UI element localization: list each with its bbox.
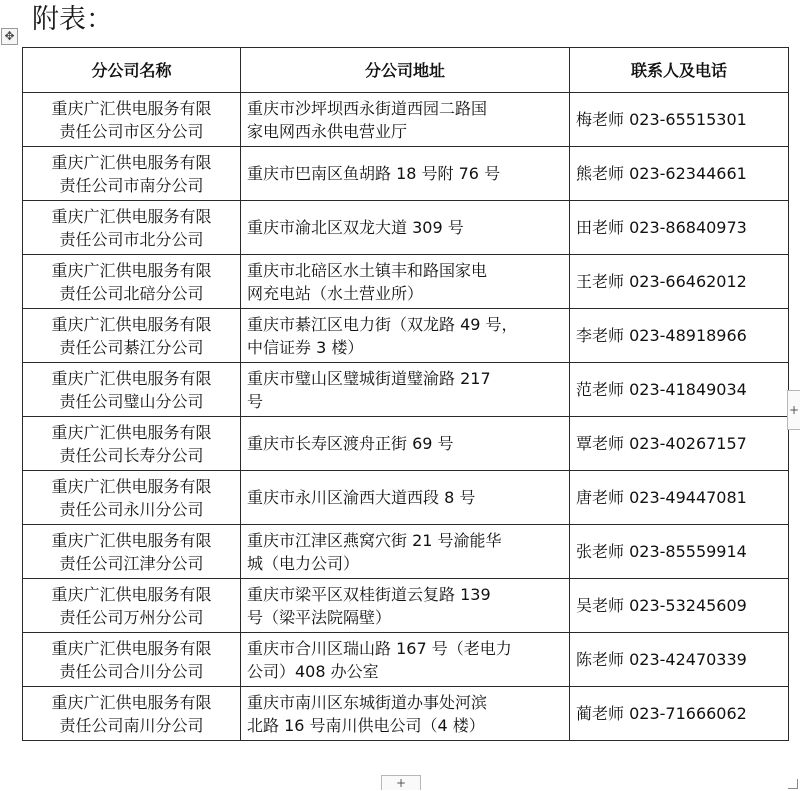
contact-phone-cell[interactable] — [570, 687, 789, 741]
branch-name-line: 责任公司长寿分公司 — [59, 445, 204, 465]
branch-address-cell[interactable] — [241, 471, 570, 525]
branch-name-cell[interactable] — [23, 201, 241, 255]
branch-address-cell[interactable] — [241, 687, 570, 741]
branch-name-line: 重庆广汇供电服务有限 — [51, 422, 212, 442]
contact-phone-text: 吴老师 023-53245609 — [576, 596, 747, 615]
table-row — [23, 579, 789, 633]
branch-name-cell[interactable] — [23, 255, 241, 309]
branch-name-line: 责任公司万州分公司 — [59, 607, 204, 627]
branch-name-line: 责任公司北碚分公司 — [59, 283, 204, 303]
branch-name-line: 责任公司南川分公司 — [59, 715, 204, 735]
branch-name-line: 责任公司市区分公司 — [59, 121, 204, 141]
contact-phone-text: 蔺老师 023-71666062 — [576, 704, 747, 723]
contact-phone-cell[interactable] — [570, 93, 789, 147]
table-header-row — [23, 48, 789, 93]
table-resize-handle[interactable] — [788, 779, 798, 789]
branch-name-line: 责任公司市北分公司 — [59, 229, 204, 249]
table-row — [23, 147, 789, 201]
branch-name-cell[interactable] — [23, 147, 241, 201]
contact-phone-cell[interactable] — [570, 417, 789, 471]
contact-phone-text: 熊老师 023-62344661 — [576, 164, 747, 183]
branch-name-cell[interactable] — [23, 363, 241, 417]
table-row — [23, 525, 789, 579]
branch-name-line: 重庆广汇供电服务有限 — [51, 260, 212, 280]
branch-table — [22, 47, 789, 741]
contact-phone-cell[interactable] — [570, 633, 789, 687]
contact-phone-cell[interactable] — [570, 255, 789, 309]
branch-address-line: 号 — [247, 391, 264, 411]
branch-address-cell[interactable] — [241, 363, 570, 417]
table-row — [23, 417, 789, 471]
branch-name-cell[interactable] — [23, 417, 241, 471]
branch-address-line: 重庆市璧山区璧城街道璧渝路 217 — [247, 368, 491, 388]
contact-phone-text: 张老师 023-85559914 — [576, 542, 747, 561]
branch-address-line: 重庆市渝北区双龙大道 309 号 — [247, 218, 464, 237]
branch-name-line: 重庆广汇供电服务有限 — [51, 476, 212, 496]
contact-phone-cell[interactable] — [570, 363, 789, 417]
branch-address-cell[interactable] — [241, 201, 570, 255]
table-row — [23, 687, 789, 741]
branch-address-line: 网充电站（水土营业所） — [247, 283, 424, 303]
branch-name-line: 重庆广汇供电服务有限 — [51, 314, 212, 334]
contact-phone-text: 田老师 023-86840973 — [576, 218, 747, 237]
branch-name-line: 重庆广汇供电服务有限 — [51, 530, 212, 550]
branch-address-line: 公司）408 办公室 — [247, 661, 379, 681]
header-branch-name: 分公司名称 — [23, 48, 241, 93]
contact-phone-cell[interactable] — [570, 525, 789, 579]
branch-address-line: 城（电力公司） — [247, 553, 360, 573]
branch-address-line: 号（梁平法院隔壁） — [247, 607, 392, 627]
table-body — [23, 93, 789, 741]
add-column-button[interactable] — [787, 390, 800, 430]
contact-phone-cell[interactable] — [570, 471, 789, 525]
header-contact-phone: 联系人及电话 — [570, 48, 789, 93]
branch-address-line: 家电网西永供电营业厅 — [247, 121, 408, 141]
branch-name-line: 重庆广汇供电服务有限 — [51, 98, 212, 118]
branch-name-line: 重庆广汇供电服务有限 — [51, 206, 212, 226]
branch-name-cell[interactable] — [23, 687, 241, 741]
branch-address-line: 重庆市巴南区鱼胡路 18 号附 76 号 — [247, 164, 501, 183]
branch-address-line: 中信证券 3 楼） — [247, 337, 364, 357]
branch-name-line: 重庆广汇供电服务有限 — [51, 152, 212, 172]
branch-address-line: 重庆市长寿区渡舟正街 69 号 — [247, 434, 454, 453]
plus-icon: + — [395, 776, 407, 790]
branch-address-line: 重庆市綦江区电力街（双龙路 49 号， — [247, 314, 518, 334]
contact-phone-text: 梅老师 023-65515301 — [576, 110, 747, 129]
branch-address-cell[interactable] — [241, 633, 570, 687]
branch-name-line: 重庆广汇供电服务有限 — [51, 368, 212, 388]
branch-address-cell[interactable] — [241, 93, 570, 147]
branch-address-line: 北路 16 号南川供电公司（4 楼） — [247, 715, 485, 735]
branch-name-line: 责任公司合川分公司 — [59, 661, 204, 681]
contact-phone-text: 范老师 023-41849034 — [576, 380, 747, 399]
contact-phone-text: 陈老师 023-42470339 — [576, 650, 747, 669]
table-row — [23, 633, 789, 687]
table-row — [23, 309, 789, 363]
contact-phone-cell[interactable] — [570, 579, 789, 633]
table-row — [23, 471, 789, 525]
branch-address-cell[interactable] — [241, 147, 570, 201]
branch-name-line: 责任公司綦江分公司 — [59, 337, 204, 357]
table-row — [23, 201, 789, 255]
table-row — [23, 363, 789, 417]
branch-name-cell[interactable] — [23, 471, 241, 525]
branch-name-cell[interactable] — [23, 93, 241, 147]
page-title: 附表： — [32, 4, 113, 35]
contact-phone-cell[interactable] — [570, 309, 789, 363]
branch-address-cell[interactable] — [241, 579, 570, 633]
contact-phone-text: 李老师 023-48918966 — [576, 326, 747, 345]
header-branch-address: 分公司地址 — [241, 48, 570, 93]
contact-phone-text: 王老师 023-66462012 — [576, 272, 747, 291]
branch-address-line: 重庆市合川区瑞山路 167 号（老电力 — [247, 638, 512, 658]
branch-address-line: 重庆市梁平区双桂街道云复路 139 — [247, 584, 491, 604]
branch-name-line: 责任公司市南分公司 — [59, 175, 204, 195]
branch-address-line: 重庆市江津区燕窝穴街 21 号渝能华 — [247, 530, 502, 550]
branch-name-line: 重庆广汇供电服务有限 — [51, 638, 212, 658]
plus-icon: + — [788, 403, 800, 417]
branch-name-line: 重庆广汇供电服务有限 — [51, 692, 212, 712]
branch-name-line: 责任公司江津分公司 — [59, 553, 204, 573]
branch-name-line: 重庆广汇供电服务有限 — [51, 584, 212, 604]
branch-name-line: 责任公司璧山分公司 — [59, 391, 204, 411]
contact-phone-text: 覃老师 023-40267157 — [576, 434, 747, 453]
branch-name-line: 责任公司永川分公司 — [59, 499, 204, 519]
contact-phone-cell[interactable] — [570, 201, 789, 255]
table-row — [23, 93, 789, 147]
contact-phone-text: 唐老师 023-49447081 — [576, 488, 747, 507]
move-cross-icon: ✥ — [4, 29, 15, 43]
branch-address-cell[interactable] — [241, 525, 570, 579]
branch-address-line: 重庆市永川区渝西大道西段 8 号 — [247, 488, 476, 507]
branch-address-cell[interactable] — [241, 255, 570, 309]
branch-name-cell[interactable] — [23, 309, 241, 363]
branch-name-cell[interactable] — [23, 579, 241, 633]
table-row — [23, 255, 789, 309]
branch-address-line: 重庆市沙坪坝西永街道西园二路国 — [247, 98, 488, 118]
branch-address-line: 重庆市北碚区水土镇丰和路国家电 — [247, 260, 488, 280]
branch-address-cell[interactable] — [241, 417, 570, 471]
branch-address-cell[interactable] — [241, 309, 570, 363]
contact-phone-cell[interactable] — [570, 147, 789, 201]
branch-address-line: 重庆市南川区东城街道办事处河滨 — [247, 692, 488, 712]
branch-name-cell[interactable] — [23, 633, 241, 687]
branch-name-cell[interactable] — [23, 525, 241, 579]
table-move-handle[interactable] — [1, 28, 18, 45]
add-row-button[interactable] — [381, 775, 421, 790]
